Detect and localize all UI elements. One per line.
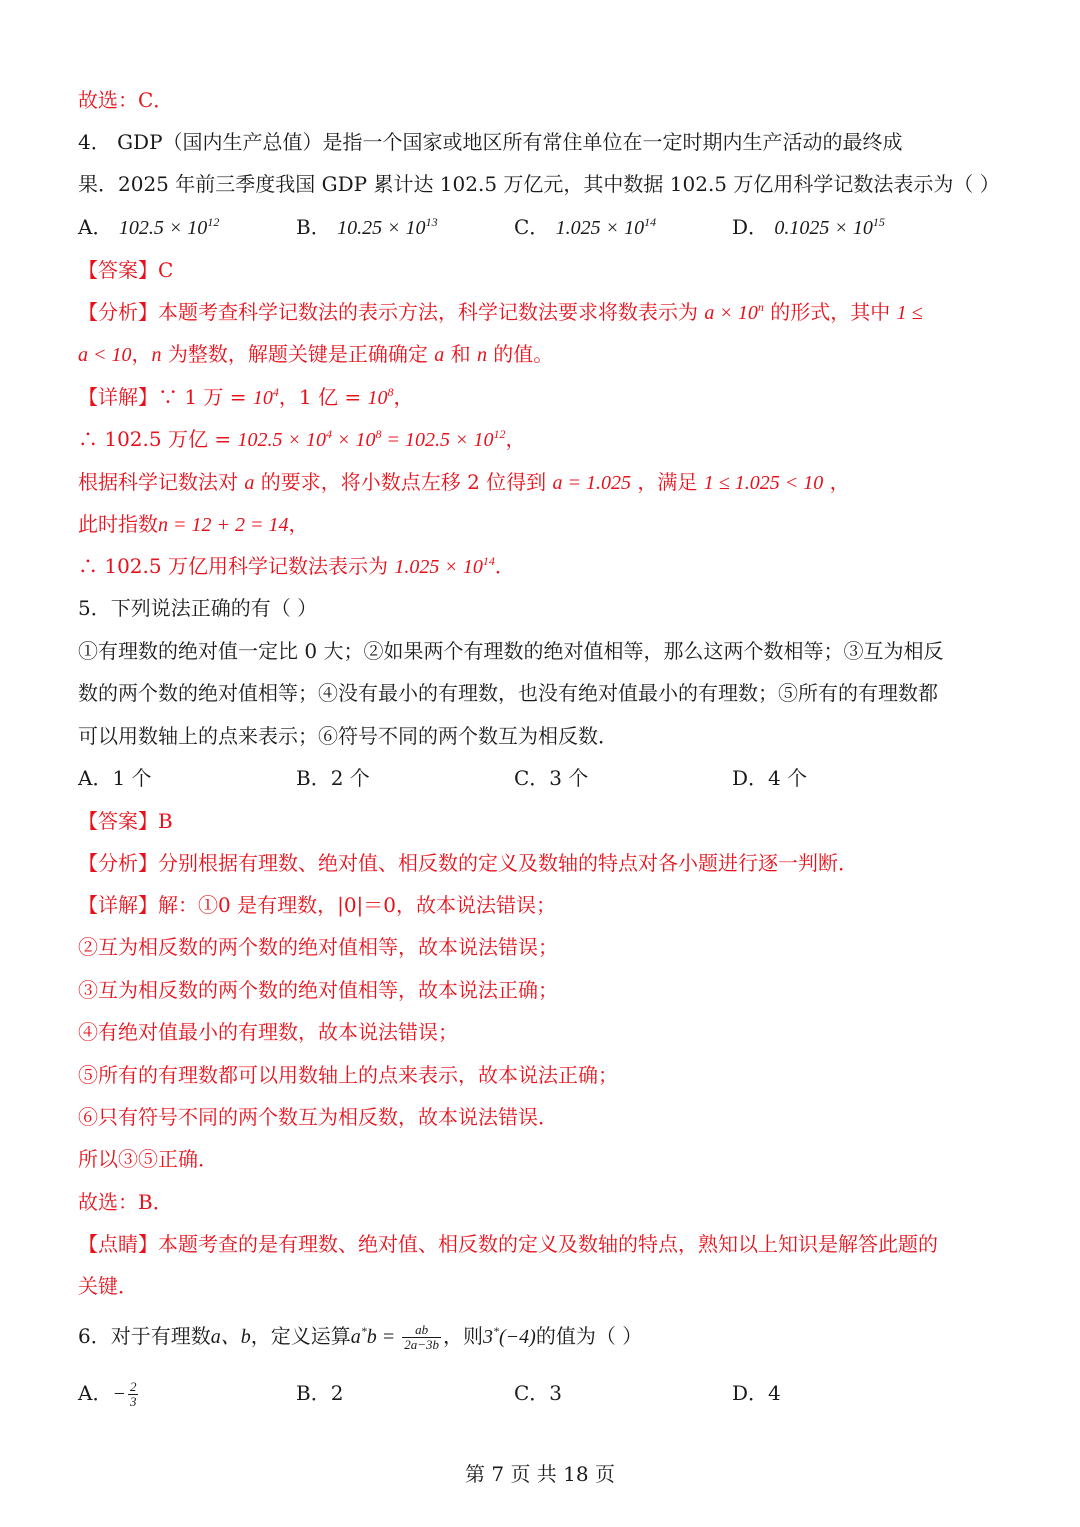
q5-option-d: D．4 个 — [732, 766, 808, 790]
q5-detail-line: ②互为相反数的两个数的绝对值相等，故本说法错误； — [78, 935, 558, 959]
q5-body-line3: 可以用数轴上的点来表示；⑥符号不同的两个数互为相反数． — [78, 724, 618, 748]
q5-comment-line2: 关键． — [78, 1274, 138, 1298]
q5-answer: 【答案】B — [78, 809, 173, 833]
q5-option-a: A．1 个 — [78, 766, 152, 790]
q5-detail-line: ⑥只有符号不同的两个数互为相反数，故本说法错误． — [78, 1105, 558, 1129]
q5-detail-line: ⑤所有的有理数都可以用数轴上的点来表示，故本说法正确； — [78, 1063, 618, 1087]
q6-option-c: C．3 — [514, 1381, 563, 1405]
page-footer: 第 7 页 共 18 页 — [465, 1462, 615, 1486]
q4-detail-line4: 此时指数n = 12 + 2 = 14， — [78, 512, 309, 536]
q4-analysis-line2: a < 10，n 为整数，解题关键是正确确定 a 和 n 的值。 — [78, 342, 554, 366]
q5-option-b: B．2 个 — [296, 766, 370, 790]
q4-detail-line5: ∴ 102.5 万亿用科学记数法表示为 $1.025 \times 10^{14}$． — [78, 554, 515, 578]
q6-stem: 6．对于有理数a、b，定义运算a*b = $\frac{ab}{2a-3b}$ ，则3*(−4)的值为（ ） — [78, 1322, 643, 1352]
q4-detail-line2: ∴ 102.5 万亿 = $102.5 \times 10^4 \times 10^8 = 102.5 \times 10^{12}$， — [78, 427, 526, 451]
q4-option-a: A． $102.5 \times 10^{12}$ — [78, 215, 220, 239]
q5-body-line2: 数的两个数的绝对值相等；④没有最小的有理数，也没有绝对值最小的有理数；⑤所有的有理数都 — [78, 681, 938, 705]
q5-detail-line: 【详解】解：①0 是有理数，|0|＝0，故本说法错误； — [78, 893, 557, 917]
q6-option-b: B．2 — [296, 1381, 344, 1405]
q5-stem: 5．下列说法正确的有（ ） — [78, 596, 318, 620]
q5-option-c: C．3 个 — [514, 766, 589, 790]
q4-analysis-line1: 【分析】本题考查科学记数法的表示方法，科学记数法要求将数表示为 $a \times 10^n$ 的形式，其中 1 ≤ — [78, 300, 923, 324]
q4-detail-line1: 【详解】∵ 1 万 = $10^4$，1 亿 = $10^8$， — [78, 385, 414, 409]
q4-detail-line3: 根据科学记数法对 a 的要求，将小数点左移 2 位得到 a = 1.025 ，满足 1 ≤ 1.025 < 10 ， — [78, 470, 850, 494]
q4-option-c: C． $1.025 \times 10^{14}$ — [514, 215, 657, 239]
q6-fraction: $\frac{ab}{2a-3b}$ — [404, 1322, 440, 1352]
q5-analysis: 【分析】分别根据有理数、绝对值、相反数的定义及数轴的特点对各小题进行逐一判断． — [78, 851, 858, 875]
q5-detail-line: 故选：B． — [78, 1190, 173, 1214]
q5-comment-line1: 【点睛】本题考查的是有理数、绝对值、相反数的定义及数轴的特点，熟知以上知识是解答此题的 — [78, 1232, 938, 1256]
q6-option-a: A．− $\frac{2}{3}$ — [78, 1379, 137, 1409]
q4-option-d: D． $0.1025 \times 10^{15}$ — [732, 215, 885, 239]
q5-detail-line: 所以③⑤正确． — [78, 1147, 218, 1171]
q5-body-line1: ①有理数的绝对值一定比 0 大；②如果两个有理数的绝对值相等，那么这两个数相等；③互为相反 — [78, 639, 944, 663]
q6-option-a-fraction: $\frac{2}{3}$ — [129, 1379, 137, 1409]
q4-stem-line2: 果．2025 年前三季度我国 GDP 累计达 102.5 万亿元，其中数据 102.5 万亿用科学记数法表示为（ ） — [78, 172, 1000, 196]
prev-conclusion: 故选：C． — [78, 88, 174, 112]
q4-option-b: B． $10.25 \times 10^{13}$ — [296, 215, 438, 239]
q5-detail-line: ④有绝对值最小的有理数，故本说法错误； — [78, 1020, 458, 1044]
q4-stem-line1: 4． GDP（国内生产总值）是指一个国家或地区所有常住单位在一定时期内生产活动的最终成 — [78, 130, 903, 154]
q4-answer: 【答案】C — [78, 258, 174, 282]
q5-detail-line: ③互为相反数的两个数的绝对值相等，故本说法正确； — [78, 978, 558, 1002]
q6-option-d: D．4 — [732, 1381, 781, 1405]
